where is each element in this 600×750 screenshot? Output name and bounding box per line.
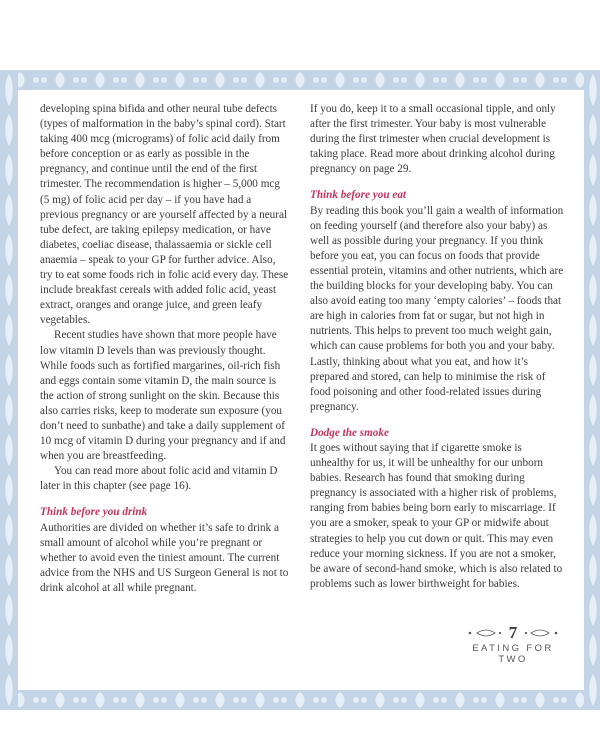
section-heading-eat: Think before you eat bbox=[310, 189, 407, 202]
right-column bbox=[310, 102, 566, 592]
body-paragraph: Authorities are divided on whether it’s safe to drink a small amount of alcohol while you’re pregnant or whether to avoid even the tiniest amount. The current advice from the NHS and US Surgeon General is not to drink alcohol at all while pregnant. bbox=[40, 521, 289, 594]
left-column bbox=[40, 102, 290, 596]
decorative-border-left bbox=[0, 70, 18, 710]
page-footer bbox=[458, 624, 568, 665]
book-page bbox=[18, 90, 584, 690]
body-paragraph: developing spina bifida and other neural tube defects (types of malformation in the baby’s spinal cord). Start taking 400 mcg (micrograms) of folic acid daily from before conception or as early as possible in the pregnancy, and continue until the end of the first trimester. The recommendation is higher – 5,000 mcg (5 mg) of folic acid per day – if you have had a previous pregnancy or are yourself affected by a neural tube defect, are taking epilepsy medication, or have diabetes, coeliac disease, thalassaemia or sickle cell anaemia – speak to your GP for further advice. Also, try to eat some foods rich in folic acid every day. These include breakfast cereals with added folic acid, yeast extract, oranges and orange juice, and green leafy vegetables. bbox=[40, 103, 289, 327]
ornament-right-icon bbox=[523, 629, 559, 637]
body-paragraph: By reading this book you’ll gain a wealth of information on feeding yourself (and therefore also your baby) as well as possible during your pregnancy. If you think before you eat, you can focus on foods that provide essential protein, vitamins and other nutrients, which are the building blocks for your developing baby. You can also avoid eating too many ‘empty calories’ – foods that are high in calories from fat or sugar, but not high in nutrients. This helps to prevent too much weight gain, which can cause problems for both you and your baby. Lastly, thinking about what you eat, and how it’s prepared and stored, can help to minimise the risk of food poisoning and other food-related issues during pregnancy. bbox=[310, 204, 564, 413]
body-paragraph: You can read more about folic acid and vitamin D later in this chapter (see page 16). bbox=[40, 465, 278, 493]
decorative-border-top bbox=[0, 70, 600, 90]
ornament-left-icon bbox=[467, 629, 503, 637]
decorative-border-bottom bbox=[0, 690, 600, 710]
running-title: EATING FOR TWO bbox=[472, 643, 554, 665]
decorative-border-right bbox=[584, 70, 600, 710]
section-heading-smoke: Dodge the smoke bbox=[310, 426, 389, 439]
body-paragraph: Recent studies have shown that more people have low vitamin D levels than was previously thought. While foods such as fortified margarines, oil-rich fish and eggs contain some vitamin D, the main source is the action of strong sunlight on the skin. Because this also carries risks, keep to moderate sun exposure (you don’t need to sunbathe) and take a daily supplement of 10 mcg of vitamin D during your pregnancy and if and when you are breastfeeding. bbox=[40, 329, 286, 463]
body-paragraph: It goes without saying that if cigarette smoke is unhealthy for us, it will be unhealthy for our unborn babies. Research has found that smoking during pregnancy is associated with a higher risk of problems, ranging from babies being born early to miscarriage. If you are a smoker, speak to your GP or midwife about strategies to help you cut down or quit. This may even reduce your morning sickness. If you are not a smoker, be aware of second-hand smoke, which is also related to problems such as lower birthweight for babies. bbox=[310, 441, 563, 590]
section-heading-drink: Think before you drink bbox=[40, 506, 148, 519]
body-paragraph: If you do, keep it to a small occasional tipple, and only after the first trimester. Your baby is most vulnerable during the first trimester when crucial development is taking place. Read more about drinking alcohol during pregnancy on page 29. bbox=[310, 103, 556, 176]
page-number: 7 bbox=[508, 623, 518, 642]
